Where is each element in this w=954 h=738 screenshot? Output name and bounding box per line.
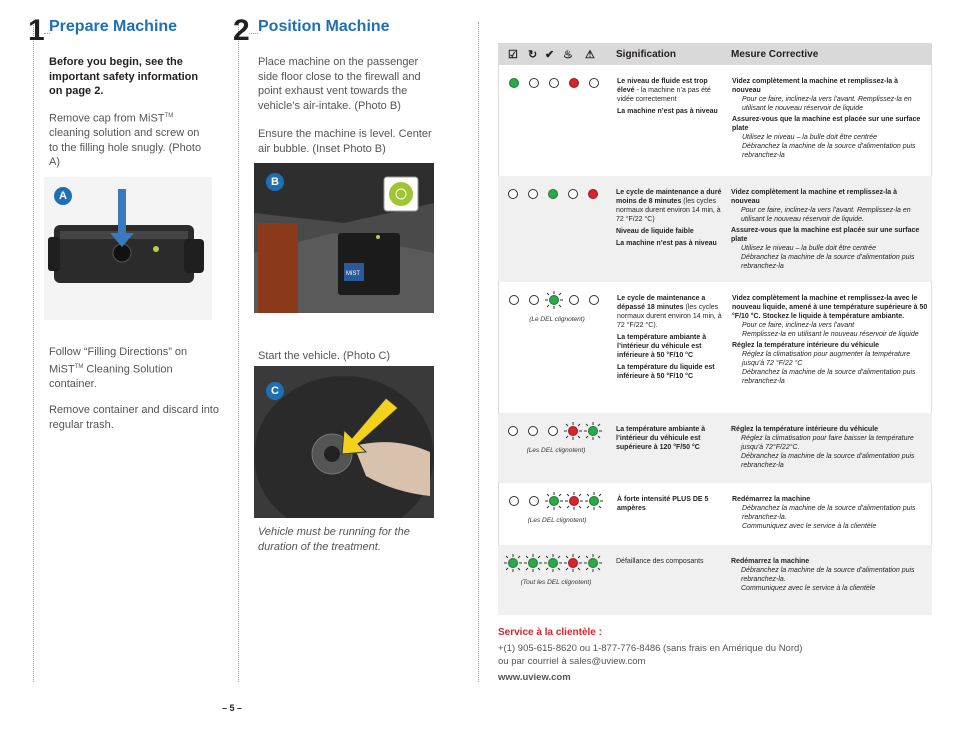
signification-bold: Niveau de liquide faible: [616, 228, 694, 235]
mesure-cell: [732, 294, 928, 386]
led-3-off: [549, 78, 559, 88]
led-3-green-blink: [549, 496, 559, 506]
led-3-green-blink: [549, 295, 559, 305]
blink-rays-icon: [524, 554, 542, 572]
photo-a: [44, 177, 212, 320]
signification-line: [617, 333, 727, 360]
blink-rays-icon: [565, 492, 583, 510]
led-3-green-blink: [548, 558, 558, 568]
step-2-title: Position Machine: [258, 18, 390, 35]
signification-bold: La température ambiante à l’intérieur du véhicule est inférieure à 50 °F/10 °C: [617, 334, 707, 359]
led-3-green: [548, 189, 558, 199]
signification-bold: À forte intensité PLUS DE 5 ampères: [617, 496, 709, 512]
signification-line: [616, 239, 726, 248]
photo-c-badge: C: [266, 382, 284, 400]
running-note: Vehicle must be running for the duration of the treatment.: [258, 526, 410, 553]
table-row: [498, 282, 932, 413]
photo-b: [254, 163, 434, 313]
step-2-leader: [249, 33, 258, 34]
blink-rays-icon: [564, 554, 582, 572]
mesure-instruction: Pour ce faire, inclinez-la vers l’avant. Remplissez-la en utilisant le nouveau réservoir de liquide: [742, 96, 912, 112]
table-row: [498, 413, 932, 483]
led-4-red-blink: [569, 496, 579, 506]
signification-cell: [616, 425, 726, 455]
place-machine-text: Place machine on the passenger side floor close to the firewall and point exhaust vent towards the vehicle’s air-intake. (Photo B): [258, 56, 421, 112]
mesure-cell: [731, 557, 927, 593]
mesure-action: Videz complètement la machine et remplissez-la à nouveau: [732, 78, 898, 94]
blink-note: (Les DEL clignotent): [527, 517, 587, 524]
blink-rays-icon: [504, 554, 522, 572]
mesure-instruction: Réglez la climatisation pour faire baisser la température jusqu’à 72°F/22°C.: [741, 435, 914, 451]
led-3-header-icon: ✔: [545, 49, 555, 61]
remove-cap-text: Remove cap from MiST™ cleaning solution and screw on to the filling hole snugly. (Photo A): [49, 112, 202, 169]
led-2-off: [529, 78, 539, 88]
led-5-off: [589, 78, 599, 88]
mesure-instruction: Pour ce faire, inclinez-la vers l’avant. Remplissez-la en utilisant le nouveau réservoir de liquide.: [741, 207, 911, 223]
signification-bold: La température du liquide est inférieure à 50 °F/10 °C: [617, 364, 715, 380]
left-margin-rule: [33, 22, 34, 682]
led-5-green-blink: [589, 496, 599, 506]
blink-rays-icon: [584, 554, 602, 572]
remove-container-text: Remove container and discard into regular trash.: [49, 404, 219, 431]
photo-a-badge: A: [54, 187, 72, 205]
signification-line: [616, 425, 726, 452]
mesure-instruction: Communiquez avec le service à la clientèle: [742, 523, 877, 530]
led-1-off: [508, 189, 518, 199]
led-2-off: [528, 189, 538, 199]
led-2-off: [529, 496, 539, 506]
blink-note: (Les DEL clignotent): [526, 447, 586, 454]
safety-intro: Before you begin, see the important safety information on page 2.: [49, 56, 199, 97]
signification-bold: La température ambiante à l’intérieur du véhicule est supérieure à 120 °F/50 °C: [616, 426, 706, 451]
signification-bold: Le cycle de maintenance a dépassé 18 minutes: [617, 295, 706, 311]
led-1-off: [509, 295, 519, 305]
page-number: – 5 –: [222, 703, 243, 713]
follow-directions-text: Follow “Filling Directions” on MiST™ Cleaning Solution container.: [49, 346, 188, 390]
blink-rays-icon: [585, 492, 603, 510]
led-1-header-icon: ☑: [508, 49, 518, 61]
led-1-green: [509, 78, 519, 88]
mesure-instruction: Débranchez la machine de la source d’alimentation puis rebranchez-la: [742, 143, 916, 159]
mesure-instruction: Réglez la climatisation pour augmenter la température jusqu’à 72 °F/22 °C: [742, 351, 911, 367]
led-status-table: [498, 43, 932, 617]
service-phone: +(1) 905-615-8620 ou 1-877-776-8486 (sans frais en Amérique du Nord): [498, 643, 803, 654]
mesure-action: Assurez-vous que la machine est placée sur une surface plate: [731, 227, 920, 243]
blink-rays-icon: [564, 422, 582, 440]
led-1-off: [509, 496, 519, 506]
led-2-header-icon: ↻: [528, 49, 538, 61]
blink-note: (Tout les DEL clignotent): [520, 579, 592, 586]
signification-bold: Le cycle de maintenance a duré moins de 8 minutes: [616, 189, 722, 205]
led-3-off: [548, 426, 558, 436]
step-1-title: Prepare Machine: [49, 18, 178, 35]
mesure-instruction: Débranchez la machine de la source d’alimentation puis rebranchez-la: [741, 254, 915, 270]
led-5-green-blink: [588, 558, 598, 568]
mesure-cell: [732, 495, 928, 531]
signification-line: [617, 294, 727, 330]
column-separator-rule: [238, 22, 239, 682]
blink-note: (Le DEL clignotent): [529, 316, 585, 323]
mesure-action: Videz complètement la machine et remplissez-la à nouveau: [731, 189, 897, 205]
led-4-header-icon: ♨: [563, 49, 573, 61]
signification-cell: [616, 188, 726, 251]
led-1-green-blink: [508, 558, 518, 568]
led-4-red: [569, 78, 579, 88]
signification-detail: Défaillance des composants: [616, 558, 704, 565]
signification-line: [616, 227, 726, 236]
signification-bold: La machine n’est pas à niveau: [617, 108, 718, 115]
mesure-cell: [731, 425, 927, 470]
mesure-instruction: Utilisez le niveau – la bulle doit être centrée: [742, 134, 878, 141]
led-5-green-blink: [588, 426, 598, 436]
mesure-instruction: Communiquez avec le service à la clientèle: [741, 585, 876, 592]
photo-c: [254, 366, 434, 518]
column-separator-rule: [478, 22, 479, 682]
blink-rays-icon: [545, 291, 563, 309]
service-title: Service à la clientèle :: [498, 627, 602, 638]
led-2-off: [529, 295, 539, 305]
signification-bold: Le niveau de fluide est trop élevé: [617, 78, 708, 94]
signification-line: [617, 107, 727, 116]
mesure-action: Videz complètement la machine et remplissez-la avec le nouveau liquide, amené à une température supérieure à 50 °F/10 °C. Stockez le liquide à température ambiante.: [732, 295, 928, 320]
signification-cell: [616, 557, 726, 569]
led-5-off: [589, 295, 599, 305]
led-4-red-blink: [568, 426, 578, 436]
photo-b-machine-label: MiST: [346, 271, 360, 277]
mesure-instruction: Débranchez la machine de la source d’alimentation puis rebranchez-la: [741, 453, 915, 469]
led-5-red: [588, 189, 598, 199]
led-2-green-blink: [528, 558, 538, 568]
led-4-off: [569, 295, 579, 305]
table-row: [498, 65, 932, 176]
table-row: [498, 483, 932, 545]
signification-line: [617, 363, 727, 381]
col-signification: Signification: [616, 49, 676, 60]
signification-bold: La machine n’est pas à niveau: [616, 240, 717, 247]
table-row: [498, 176, 932, 282]
step-2-number: 2: [233, 14, 250, 47]
mesure-action: Réglez la température intérieure du véhicule: [731, 426, 879, 433]
mesure-instruction: Débranchez la machine de la source d’alimentation puis rebranchez-la.: [741, 567, 915, 583]
service-website[interactable]: www.uview.com: [498, 672, 571, 683]
blink-rays-icon: [545, 492, 563, 510]
signification-cell: [617, 495, 727, 516]
service-email[interactable]: ou par courriel à sales@uview.com: [498, 656, 646, 667]
blink-rays-icon: [584, 422, 602, 440]
mesure-instruction: Utilisez le niveau – la bulle doit être centrée: [741, 245, 877, 252]
mesure-instruction: Pour ce faire, inclinez-la vers l’avant: [742, 322, 855, 329]
mesure-cell: [732, 77, 928, 160]
signification-cell: [617, 77, 727, 119]
col-mesure: Mesure Corrective: [731, 49, 819, 60]
blink-rays-icon: [544, 554, 562, 572]
mesure-action: Redémarrez la machine: [732, 496, 811, 503]
mesure-action: Assurez-vous que la machine est placée sur une surface plate: [732, 116, 921, 132]
signification-line: [616, 557, 726, 566]
table-header: [498, 43, 932, 65]
signification-cell: [617, 294, 727, 384]
start-vehicle-text: Start the vehicle. (Photo C): [258, 350, 391, 362]
led-1-off: [508, 426, 518, 436]
mesure-action: Réglez la température intérieure du véhicule: [732, 342, 880, 349]
led-4-off: [568, 189, 578, 199]
mesure-action: Redémarrez la machine: [731, 558, 810, 565]
mesure-instruction: Débranchez la machine de la source d’alimentation puis rebranchez-la: [742, 369, 916, 385]
photo-b-badge: B: [266, 173, 284, 191]
ensure-level-text: Ensure the machine is level. Center air bubble. (Inset Photo B): [258, 128, 432, 155]
signification-detail: (les cycles normaux durent environ 14 min, à 72 °F/22 °C): [616, 198, 721, 223]
signification-detail: (les cycles normaux durent environ 14 min, à 72 °F/22 °C).: [617, 304, 722, 329]
signification-line: [617, 495, 727, 513]
mesure-instruction: Débranchez la machine de la source d’alimentation puis rebranchez-la.: [742, 505, 916, 521]
table-row: [498, 545, 932, 615]
mesure-instruction: Remplissez-la en utilisant le nouveau réservoir de liquide: [742, 331, 919, 338]
step-1-number: 1: [28, 14, 45, 47]
signification-line: [617, 77, 727, 104]
led-2-off: [528, 426, 538, 436]
signification-line: [616, 188, 726, 224]
mesure-cell: [731, 188, 927, 271]
led-5-header-icon: ⚠: [585, 49, 595, 61]
led-4-red-blink: [568, 558, 578, 568]
signification-detail: - la machine n’a pas été vidée correctement: [617, 87, 711, 103]
